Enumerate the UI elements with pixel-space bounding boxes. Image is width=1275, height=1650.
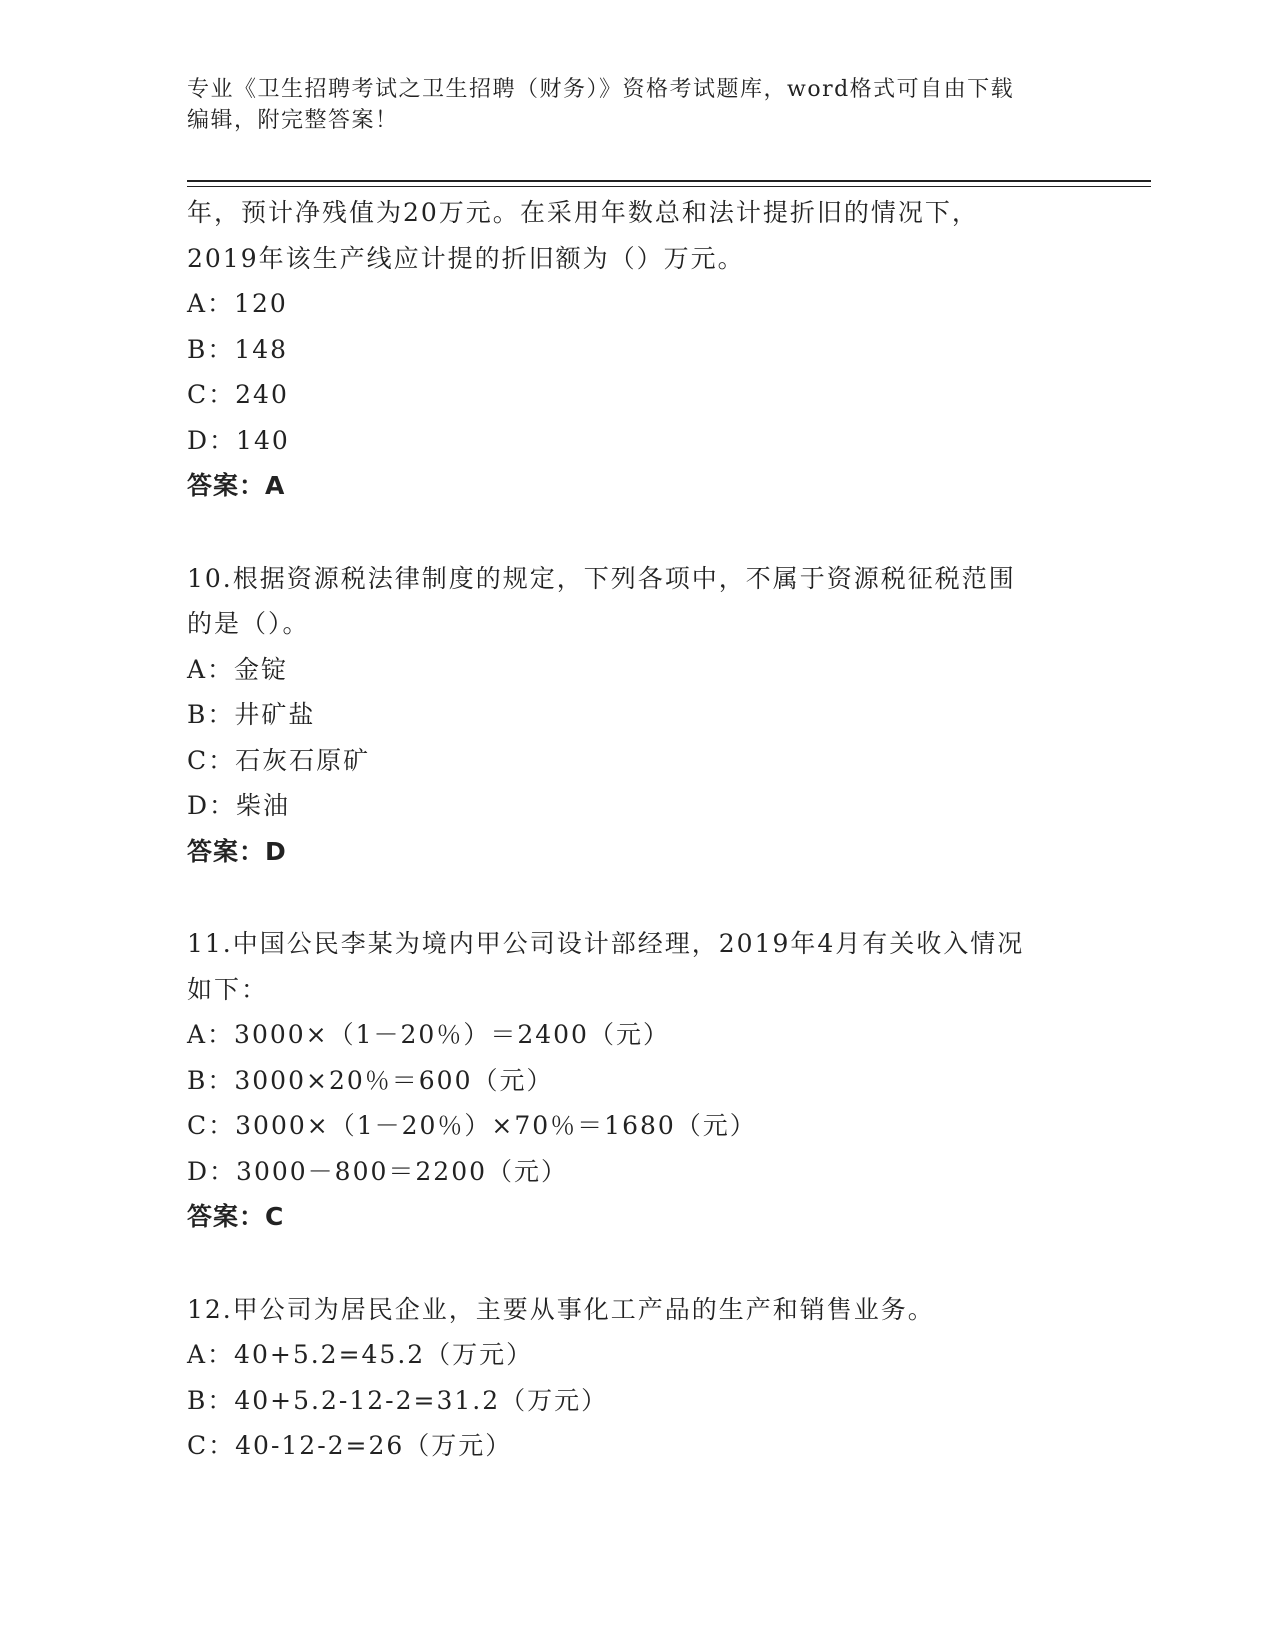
question-list	[187, 190, 1087, 1469]
question-12-option-b: B：40+5.2-12-2=31.2（万元）	[187, 1385, 609, 1415]
question-9-option-a: A：120	[187, 289, 288, 318]
header-rule-thick	[187, 180, 1151, 182]
question-11-option-c: C：3000×（1－20％）×70％＝1680（元）	[187, 1111, 757, 1140]
document-header	[187, 74, 1067, 136]
question-12-option-c: C：40-12-2=26（万元）	[187, 1431, 513, 1460]
question-10-answer: 答案：D	[187, 836, 287, 866]
question-gap	[187, 874, 1087, 921]
question-10-option-b: B：井矿盐	[187, 700, 316, 729]
question-9	[187, 190, 1087, 509]
question-11-option-d: D：3000－800＝2200（元）	[187, 1156, 569, 1186]
question-9-answer: 答案：A	[187, 471, 286, 500]
question-9-option-b: B：148	[187, 334, 289, 364]
question-11-option-b: B：3000×20％＝600（元）	[187, 1065, 554, 1095]
question-11-stem-line-2: 如下：	[187, 974, 269, 1004]
question-gap	[187, 1240, 1087, 1287]
question-10-option-c: C：石灰石原矿	[187, 745, 371, 775]
question-10-stem-line-1: 10.根据资源税法律制度的规定，下列各项中，不属于资源税征税范围	[187, 563, 1016, 593]
question-10	[187, 556, 1087, 875]
question-9-stem-line-2: 2019年该生产线应计提的折旧额为（）万元。	[187, 243, 745, 273]
question-10-option-a: A：金锭	[187, 654, 289, 684]
question-9-option-c: C：240	[187, 380, 289, 409]
question-10-option-d: D：柴油	[187, 791, 291, 820]
question-11-answer: 答案：C	[187, 1202, 285, 1231]
question-11-option-a: A：3000×（1－20％）＝2400（元）	[187, 1020, 670, 1049]
header-rule-thin	[187, 186, 1151, 187]
question-11-stem-line-1: 11.中国公民李某为境内甲公司设计部经理，2019年4月有关收入情况	[187, 929, 1025, 958]
question-10-stem-line-2: 的是（）。	[187, 609, 310, 638]
question-12-option-a: A：40+5.2=45.2（万元）	[187, 1340, 534, 1369]
header-line-2: 编辑，附完整答案！	[187, 108, 399, 133]
question-11	[187, 921, 1087, 1240]
question-gap	[187, 509, 1087, 556]
question-9-stem-line-1: 年，预计净残值为20万元。在采用年数总和法计提折旧的情况下，	[187, 198, 979, 227]
header-line-1: 专业《卫生招聘考试之卫生招聘（财务）》资格考试题库，word格式可自由下载	[187, 77, 1015, 102]
question-12-stem-line-1: 12.甲公司为居民企业，主要从事化工产品的生产和销售业务。	[187, 1294, 935, 1324]
question-12	[187, 1287, 1087, 1469]
question-9-option-d: D：140	[187, 425, 290, 455]
